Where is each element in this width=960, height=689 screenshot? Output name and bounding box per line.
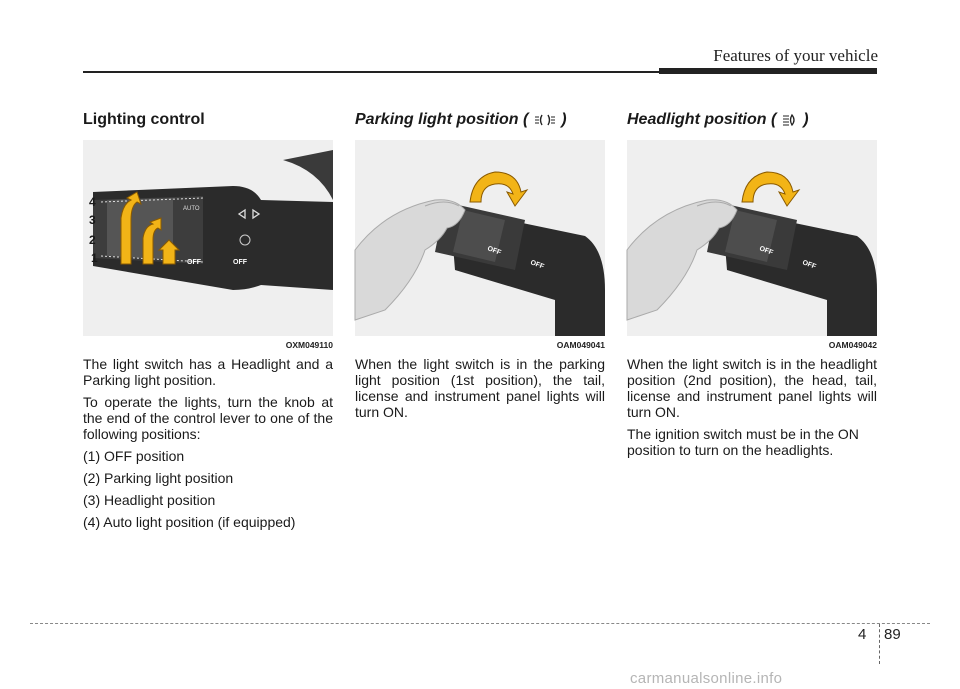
list-item: (1) OFF position xyxy=(83,448,185,464)
headlight-column xyxy=(627,110,877,464)
headlight-title: Headlight position ( ) xyxy=(627,111,809,128)
list-item: (4) Auto light position (if equipped) xyxy=(83,514,296,530)
paragraph: The ignition switch must be in the ON position to turn on the headlights. xyxy=(627,426,859,458)
lighting-control-column xyxy=(83,110,333,536)
hand-turning-switch-illustration xyxy=(627,140,877,336)
off-label-2: OFF xyxy=(529,259,545,271)
figure-caption-1: OXM049110 xyxy=(285,340,333,350)
page-number-divider xyxy=(879,624,880,664)
off-label-2: OFF xyxy=(801,259,817,271)
lighting-control-title: Lighting control xyxy=(83,111,205,128)
parking-light-title: Parking light position ( ) xyxy=(355,111,567,128)
auto-label: AUTO xyxy=(183,206,200,212)
lighting-control-text xyxy=(83,356,333,530)
off-label-2: OFF xyxy=(233,259,247,266)
off-label-1: OFF xyxy=(758,245,774,257)
light-switch-stalk-illustration xyxy=(83,140,333,336)
figure-caption-3: OAM049042 xyxy=(828,340,877,350)
paragraph: When the light switch is in the headlight position (2nd position), the head, tail, license and instrument panel lights will turn ON. xyxy=(627,356,877,420)
headlight-figure xyxy=(627,140,877,350)
list-item: (3) Headlight position xyxy=(83,492,216,508)
parking-light-icon xyxy=(534,113,556,127)
watermark: carmanualsonline.info xyxy=(630,670,783,687)
chapter-number: 4 xyxy=(858,626,867,643)
headlight-icon xyxy=(782,113,798,127)
off-label-1: OFF xyxy=(187,259,201,266)
section-header-title: Features of your vehicle xyxy=(713,46,878,65)
paragraph: To operate the lights, turn the knob at the end of the control lever to one of the following positions: xyxy=(83,394,333,442)
figure-caption-2: OAM049041 xyxy=(556,340,605,350)
header-rule xyxy=(83,71,659,73)
position-number-3: 3 xyxy=(89,213,96,227)
paragraph: The light switch has a Headlight and a Parking light position. xyxy=(83,356,333,388)
parking-light-figure xyxy=(355,140,605,350)
lighting-control-figure xyxy=(83,140,333,350)
headlight-text xyxy=(627,356,877,458)
position-number-2: 2 xyxy=(89,233,96,247)
hand-turning-switch-illustration xyxy=(355,140,605,336)
position-number-4: 4 xyxy=(89,195,96,209)
header-rule-accent xyxy=(659,68,877,74)
paragraph: When the light switch is in the parking light position (1st position), the tail, license and instrument panel lights will turn ON. xyxy=(355,356,605,420)
parking-light-text xyxy=(355,356,605,420)
position-number-1: 1 xyxy=(91,251,98,265)
parking-light-column xyxy=(355,110,605,426)
page-number: 89 xyxy=(884,626,901,643)
footer-rule xyxy=(30,623,930,624)
off-label-1: OFF xyxy=(486,245,502,257)
list-item: (2) Parking light position xyxy=(83,470,234,486)
